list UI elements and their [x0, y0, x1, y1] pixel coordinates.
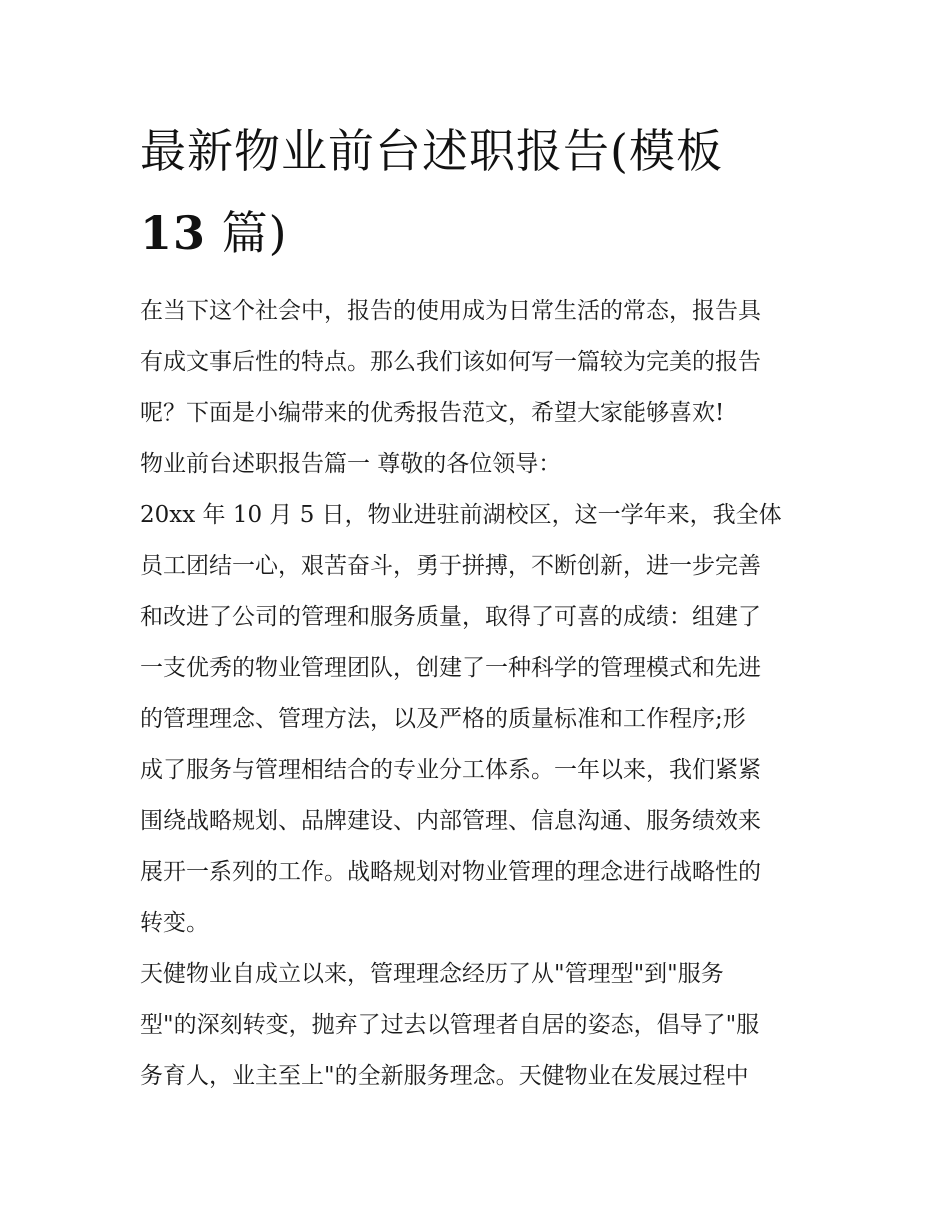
body-line: 和改进了公司的管理和服务质量，取得了可喜的成绩：组建了 [140, 604, 761, 630]
body-line: 型"的深刻转变，抛弃了过去以管理者自居的姿态，倡导了"服 [140, 1012, 760, 1038]
document-content [140, 110, 820, 1102]
title-number: 13 [140, 206, 207, 260]
body-line: 有成文事后性的特点。那么我们该如何写一篇较为完美的报告 [140, 349, 761, 375]
document-title [140, 110, 820, 274]
body-line: 转变。 [140, 910, 209, 936]
body-line: 在当下这个社会中，报告的使用成为日常生活的常态，报告具 [140, 298, 761, 324]
body-line: 天健物业自成立以来，管理理念经历了从"管理型"到"服务 [140, 961, 724, 987]
body-line: 一支优秀的物业管理团队，创建了一种科学的管理模式和先进 [140, 655, 761, 681]
title-line-2 [140, 192, 820, 274]
body-text [140, 286, 820, 1102]
body-line: 务育人，业主至上"的全新服务理念。天健物业在发展过程中 [140, 1063, 749, 1089]
body-line: 展开一系列的工作。战略规划对物业管理的理念进行战略性的 [140, 859, 761, 885]
body-line: 围绕战略规划、品牌建设、内部管理、信息沟通、服务绩效来 [140, 808, 761, 834]
title-line-1: 最新物业前台述职报告(模板 [140, 124, 723, 178]
body-line: 20xx 年 10 月 5 日，物业进驻前湖校区，这一学年来，我全体 [140, 502, 782, 528]
body-line: 呢？下面是小编带来的优秀报告范文，希望大家能够喜欢! [140, 400, 725, 426]
body-line: 的管理理念、管理方法，以及严格的质量标准和工作程序;形 [140, 706, 746, 732]
title-suffix: 篇) [221, 206, 288, 260]
section-heading-line: 物业前台述职报告篇一 尊敬的各位领导： [140, 451, 562, 477]
body-line: 成了服务与管理相结合的专业分工体系。一年以来，我们紧紧 [140, 757, 761, 783]
body-line: 员工团结一心，艰苦奋斗，勇于拼搏，不断创新，进一步完善 [140, 553, 761, 579]
